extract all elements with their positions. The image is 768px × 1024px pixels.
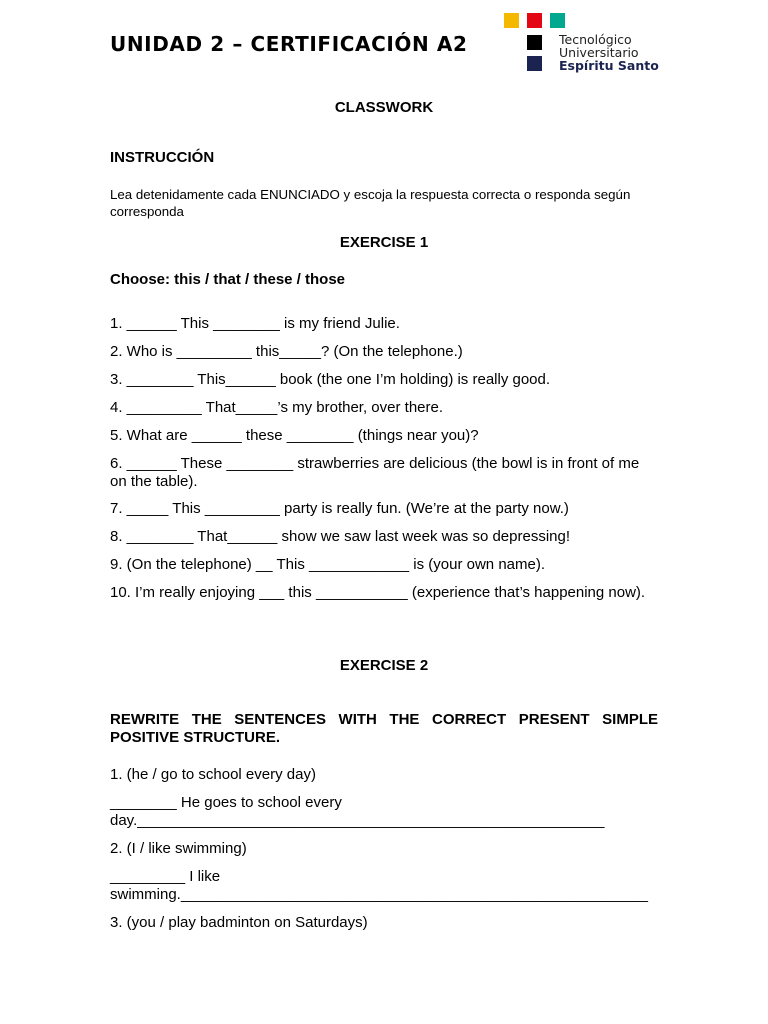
exercise1-item: 10. I’m really enjoying ___ this ___________ (experience that’s happening now). xyxy=(110,584,646,601)
exercise1-item: 9. (On the telephone) __ This ____________ is (your own name). xyxy=(110,556,545,573)
exercise1-item: 1. ______ This ________ is my friend Julie. xyxy=(110,315,400,332)
exercise1-item: 6. ______ These ________ strawberries are delicious (the bowl is in front of me on the table). xyxy=(110,455,640,490)
exercise2-instruction: REWRITE THE SENTENCES WITH THE CORRECT PRESENT SIMPLE POSITIVE STRUCTURE. xyxy=(110,711,658,746)
exercise1-item: 8. ________ That______ show we saw last week was so depressing! xyxy=(110,528,571,545)
logo-black-square xyxy=(527,35,542,50)
exercise1-title: EXERCISE 1 xyxy=(339,234,429,251)
exercise2-prompt: 1. (he / go to school every day) xyxy=(110,766,316,783)
logo-green-square xyxy=(550,13,565,28)
exercise1-item: 7. _____ This _________ party is really fun. (We’re at the party now.) xyxy=(110,500,569,517)
logo-text xyxy=(559,33,659,72)
exercise2-prompt: 2. (I / like swimming) xyxy=(110,840,247,857)
exercise1-item: 5. What are ______ these ________ (things near you)? xyxy=(110,427,479,444)
exercise2-prompt: 3. (you / play badminton on Saturdays) xyxy=(110,914,368,931)
exercise2-answer: _________ I like swimming.________________________________________________________ xyxy=(110,868,649,903)
document-title: UNIDAD 2 – CERTIFICACIÓN A2 xyxy=(110,32,468,56)
exercise2-title: EXERCISE 2 xyxy=(339,657,429,674)
exercise1-item: 4. _________ That_____’s my brother, over there. xyxy=(110,399,444,416)
logo-orange-square xyxy=(504,13,519,28)
exercise1-subtitle: Choose: this / that / these / those xyxy=(110,271,346,288)
exercise1-item: 2. Who is _________ this_____? (On the telephone.) xyxy=(110,343,463,360)
logo-red-square xyxy=(527,13,542,28)
logo-line-3: Espíritu Santo xyxy=(559,58,659,73)
institution-logo xyxy=(504,13,664,75)
instruction-text: Lea detenidamente cada ENUNCIADO y escoja la respuesta correcta o responda según corresponda xyxy=(110,187,631,219)
exercise1-item: 3. ________ This______ book (the one I’m holding) is really good. xyxy=(110,371,551,388)
instruction-heading: INSTRUCCIÓN xyxy=(110,149,215,166)
exercise2-answer: ________ He goes to school every day.________________________________________________________ xyxy=(110,794,605,829)
logo-line-1: Tecnológico xyxy=(559,32,632,47)
logo-line-2: Universitario xyxy=(559,45,639,60)
logo-navy-square xyxy=(527,56,542,71)
classwork-heading: CLASSWORK xyxy=(334,99,434,116)
